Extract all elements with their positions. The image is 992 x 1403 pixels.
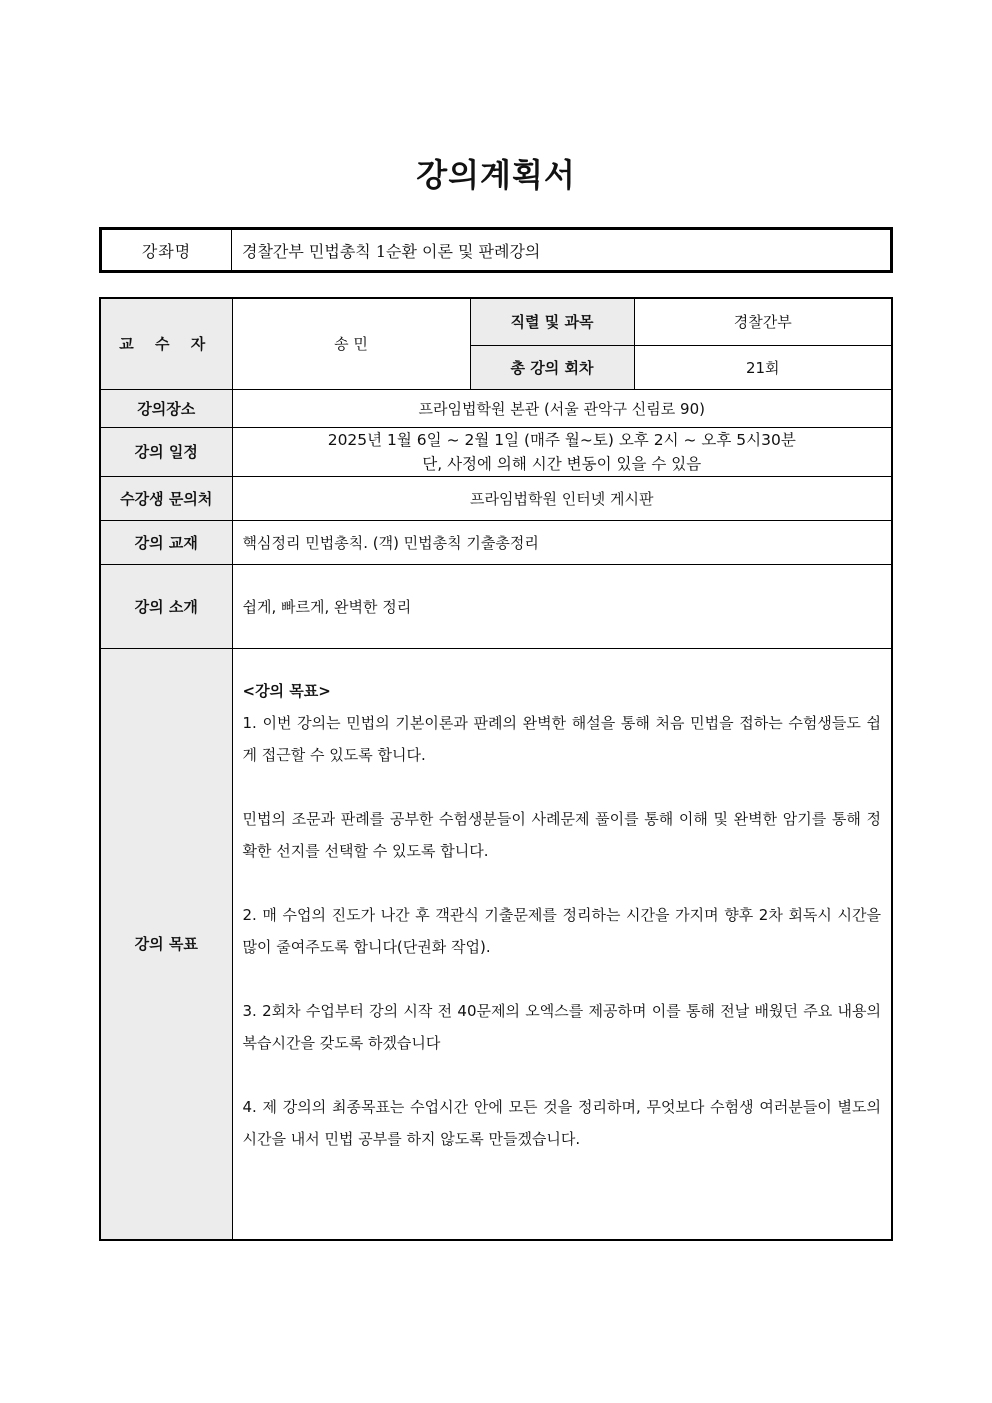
position-label: 직렬 및 과목 — [470, 298, 634, 345]
intro-label: 강의 소개 — [100, 564, 232, 648]
inquiry-row — [100, 476, 892, 520]
course-row — [101, 229, 892, 272]
location-label: 강의장소 — [100, 389, 232, 427]
location-row — [100, 389, 892, 427]
goals-paragraph-3: 2. 매 수업의 진도가 나간 후 객관식 기출문제를 정리하는 시간을 가지며 향후 2차 회독시 시간을 많이 줄여주도록 합니다(단권화 작업). — [242, 905, 881, 956]
schedule-label: 강의 일정 — [100, 427, 232, 476]
goals-heading: <강의 목표> — [242, 681, 331, 700]
inquiry-label: 수강생 문의처 — [100, 476, 232, 520]
course-info-table — [99, 297, 893, 1241]
position-value: 경찰간부 — [634, 298, 892, 345]
goals-row — [100, 648, 892, 1240]
schedule-value — [232, 427, 892, 476]
instructor-label: 교 수 자 — [100, 298, 232, 389]
textbook-label: 강의 교재 — [100, 520, 232, 564]
intro-row — [100, 564, 892, 648]
course-name-label: 강좌명 — [101, 229, 232, 272]
document-title: 강의계획서 — [416, 156, 576, 194]
goals-paragraph-1: 1. 이번 강의는 민법의 기본이론과 판례의 완벽한 해설을 통해 처음 민법을 접하는 수험생들도 쉽게 접근할 수 있도록 합니다. — [242, 713, 881, 764]
goals-content — [232, 648, 892, 1240]
schedule-row — [100, 427, 892, 476]
goals-paragraph-4: 3. 2회차 수업부터 강의 시작 전 40문제의 오엑스를 제공하며 이를 통해 전날 배웠던 주요 내용의 복습시간을 갖도록 하겠습니다 — [242, 1001, 881, 1052]
course-name-value: 경찰간부 민법총칙 1순환 이론 및 판례강의 — [232, 229, 892, 272]
schedule-line-2: 단, 사정에 의해 시간 변동이 있을 수 있음 — [422, 454, 702, 473]
sessions-label: 총 강의 회차 — [470, 345, 634, 389]
instructor-value: 송 민 — [232, 298, 470, 389]
inquiry-value: 프라임법학원 인터넷 게시판 — [232, 476, 892, 520]
course-name-table — [99, 227, 893, 273]
schedule-line-1: 2025년 1월 6일 ~ 2월 1일 (매주 월~토) 오후 2시 ~ 오후 5시30분 — [327, 430, 796, 449]
textbook-value: 핵심정리 민법총칙. (객) 민법총칙 기출총정리 — [232, 520, 892, 564]
intro-value: 쉽게, 빠르게, 완벽한 정리 — [232, 564, 892, 648]
sessions-value: 21회 — [634, 345, 892, 389]
goals-paragraph-5: 4. 제 강의의 최종목표는 수업시간 안에 모든 것을 정리하며, 무엇보다 수험생 여러분들이 별도의 시간을 내서 민법 공부를 하지 않도록 만들겠습니다. — [242, 1097, 881, 1148]
goals-paragraph-2: 민법의 조문과 판례를 공부한 수험생분들이 사례문제 풀이를 통해 이해 및 완벽한 암기를 통해 정확한 선지를 선택할 수 있도록 합니다. — [242, 809, 881, 860]
instructor-row — [100, 298, 892, 345]
location-value: 프라임법학원 본관 (서울 관악구 신림로 90) — [232, 389, 892, 427]
goals-label: 강의 목표 — [100, 648, 232, 1240]
textbook-row — [100, 520, 892, 564]
